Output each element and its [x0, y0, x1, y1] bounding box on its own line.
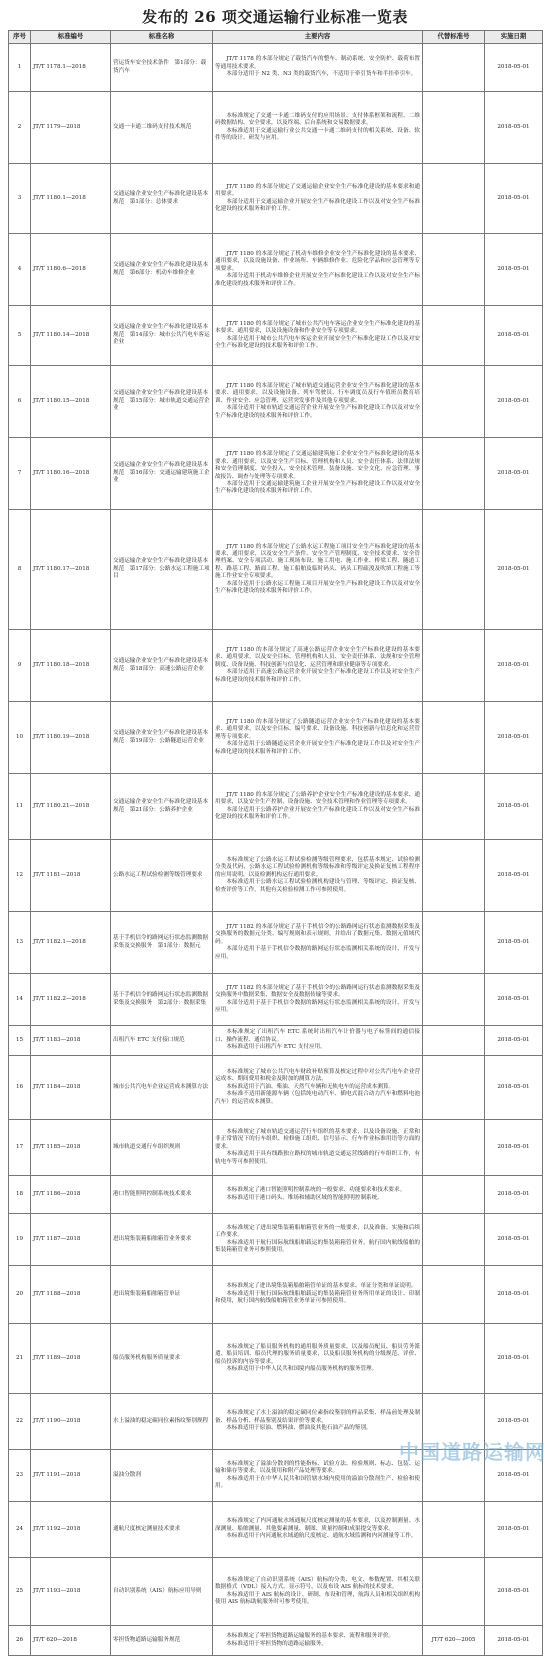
row-standard-number: JT/T 1183—2018 [31, 1026, 111, 1056]
table-row [9, 974, 543, 1026]
row-standard-name: 基于手机信令的路网运行状态监测数据采集及交换服务 第1部分：数据元 [111, 912, 213, 974]
row-main-content [213, 1266, 423, 1324]
row-standard-name: 进出境集装箱船舶箱管业务要求 [111, 1214, 213, 1266]
row-standard-name: 船员服务机构服务质量要求 [111, 1324, 213, 1394]
row-replaced-standard [423, 1266, 485, 1324]
row-effective-date: 2018-05-01 [485, 164, 543, 234]
content-paragraph: 本标准适用于港口码头、堆场和辅助区域的智能照明控制系统。 [226, 1194, 383, 1201]
content-paragraph: 本标准规定了港口智能照明控制系统的一般要求、功能要求和技术要求。 [226, 1187, 406, 1194]
row-seq: 5 [9, 306, 31, 366]
table-row [9, 1056, 543, 1120]
row-standard-number: JT/T 1180.21—2018 [31, 774, 111, 840]
row-standard-number: JT/T 1180.19—2018 [31, 702, 111, 774]
row-seq: 2 [9, 92, 31, 164]
table-row [9, 702, 543, 774]
row-main-content [213, 1558, 423, 1626]
content-paragraph: 本部分适用于交通运输建筑施工企业开展安全生产标准化建设工作以及对安全生产标准化建设的技术服务和评价工作。 [215, 480, 420, 495]
table-row [9, 1176, 543, 1214]
row-seq: 18 [9, 1176, 31, 1214]
row-main-content [213, 1176, 423, 1214]
row-effective-date: 2018-05-01 [485, 1266, 543, 1324]
table-row [9, 366, 543, 438]
row-effective-date: 2018-05-01 [485, 1626, 543, 1656]
row-seq: 22 [9, 1394, 31, 1450]
row-effective-date: 2018-05-01 [485, 630, 543, 702]
row-standard-number: JT/T 1182.1—2018 [31, 912, 111, 974]
row-seq: 13 [9, 912, 31, 974]
content-paragraph: 本标准规定了水上溢油的稳定碳同位素指纹鉴别的样品采集、样品前处理及制备、样品分析、样品鉴别及结果评价等要求。 [215, 1410, 420, 1424]
row-seq: 3 [9, 164, 31, 234]
row-main-content [213, 306, 423, 366]
row-seq: 12 [9, 840, 31, 912]
row-main-content [213, 366, 423, 438]
row-main-content [213, 840, 423, 912]
row-effective-date: 2018-05-01 [485, 1120, 543, 1176]
header-seq: 序号 [9, 31, 31, 44]
table-header-row [9, 31, 543, 44]
row-main-content [213, 1214, 423, 1266]
content-paragraph: 本标准规定了溢油分散剂的性能指标、试验方法、检验规则、标志、包装、运输和储存等要求，以及使用和附产品处理等要求。 [215, 1460, 420, 1475]
row-main-content [213, 510, 423, 630]
content-paragraph: 本标准适用于原油、燃料油、燃油及其他石油产品的鉴别。 [226, 1425, 372, 1432]
row-replaced-standard [423, 44, 485, 92]
content-paragraph: 本标准规定了公路水运工程试验检测等级管理要求，包括基本规定、试验检测分类及代码、公路水运工程试验检测机构等级标准和等级评定及换证复核工程程序的应用说明，以及检测机构运行通用要求。 [215, 856, 420, 878]
content-paragraph: 本标准适用于航行国际航线船舶载运的集装箱箱管业务所用单证的设计、印制和使用，航行国内航线船舶箱管业务单证可参照使用。 [215, 1290, 420, 1305]
row-standard-name: 自动识别系统（AIS）航标应用导则 [111, 1558, 213, 1626]
row-replaced-standard [423, 438, 485, 510]
row-standard-name: 城市公共汽电车企业运营成本测算方法 [111, 1056, 213, 1120]
row-standard-number: JT/T 1180.1—2018 [31, 164, 111, 234]
row-standard-name: 交通一卡通二维码支付技术规范 [111, 92, 213, 164]
row-effective-date: 2018-05-01 [485, 702, 543, 774]
row-seq: 10 [9, 702, 31, 774]
content-paragraph: 本标准适用于具有线路独立路权的城市轨道交通运营线路的行车组织工作，有轨电车等可参照使用。 [215, 1151, 420, 1165]
row-seq: 14 [9, 974, 31, 1026]
content-paragraph: JT/T 1182 的本部分规定了基于手机信令的公路路网运行状态监测数据采集及交换服务中数据采集、数据安全及数据传输等要求。 [215, 984, 420, 999]
row-seq: 15 [9, 1026, 31, 1056]
row-replaced-standard [423, 1176, 485, 1214]
content-paragraph: 本部分适用于基于手机信令数据的路网运行状态监测相关系统的设计、开发与应用。 [215, 999, 420, 1013]
row-seq: 21 [9, 1324, 31, 1394]
content-paragraph: JT/T 1180 的本部分规定了城市公共汽电车客运企业安全生产标准化建设的基本要求、通用要求，以及设施设备和作业安全等专项要求。 [215, 320, 420, 335]
row-standard-name: 营运货车安全技术条件 第1部分：载货汽车 [111, 44, 213, 92]
row-standard-number: JT/T 1188—2018 [31, 1266, 111, 1324]
row-replaced-standard [423, 974, 485, 1026]
row-standard-number: JT/T 1186—2018 [31, 1176, 111, 1214]
content-paragraph: 本标准适用于出租汽车 ETC 支付应用。 [226, 1044, 326, 1051]
content-paragraph: 本标准适用于航行国际航线船舶载运的集装箱箱管业务，航行国内航线船舶的集装箱箱管业务可参照使用。 [215, 1239, 420, 1253]
row-effective-date: 2018-05-01 [485, 92, 543, 164]
content-paragraph: 本标准规定了进出境集装箱船舶箱管业务的一般要求，以及准备、实施和后续工作要求。 [215, 1224, 420, 1239]
row-effective-date: 2018-05-01 [485, 974, 543, 1026]
table-row [9, 510, 543, 630]
row-main-content [213, 702, 423, 774]
row-seq: 25 [9, 1558, 31, 1626]
row-standard-number: JT/T 1193—2018 [31, 1558, 111, 1626]
row-main-content [213, 974, 423, 1026]
row-standard-name: 出租汽车 ETC 支付接口规范 [111, 1026, 213, 1056]
content-paragraph: 本标准规定了零担货物道路运输服务的基本要求、流程和服务评价。 [226, 1633, 395, 1640]
content-paragraph: 本部分适用于公路隧道运营企业开展安全生产标准化建设工作以及对安全生产标准化建设的技术服务和评价工作。 [215, 741, 420, 755]
row-replaced-standard [423, 840, 485, 912]
content-paragraph: JT/T 1180 的本部分规定了高速公路运营企业安全生产标准化建设的基本要求、通用要求，以及安全目标、管理机构和人员、安全责任体系、法规和安全管理制度、设备设施、科技创新与信息化、运营管理和职业健康等专项要求。 [215, 646, 420, 668]
row-standard-name: 交通运输企业安全生产标准化建设基本规范 第15部分：城市轨道交通运营企业 [111, 366, 213, 438]
row-standard-number: JT/T 1181—2018 [31, 840, 111, 912]
row-seq: 8 [9, 510, 31, 630]
row-replaced-standard [423, 912, 485, 974]
table-row [9, 1026, 543, 1056]
row-effective-date: 2018-05-01 [485, 774, 543, 840]
row-replaced-standard [423, 510, 485, 630]
content-paragraph: 本标准规定了城市公共汽电车财政补贴预算及核定过程中对公共汽电车企业营运成本、期间费用和税金及附加的测算方法。 [215, 1068, 420, 1083]
row-seq: 16 [9, 1056, 31, 1120]
row-effective-date: 2018-05-01 [485, 1450, 543, 1502]
content-paragraph: 本部分适用于高速公路运营企业开展安全生产标准化建设工作以及对安全生产标准化建设的技术服务和评价工作。 [215, 669, 420, 683]
table-row [9, 1120, 543, 1176]
content-paragraph: JT/T 1180 的本部分规定了城市轨道交通运营企业安全生产标准化建设的基本要求、通用要求，以及设施设备、列车驾驶员、行车调度员及行车值班员教育培训、作业安全、应急管理、运营突发事件及其他专项要求。 [215, 382, 420, 404]
row-main-content [213, 92, 423, 164]
row-effective-date: 2018-05-01 [485, 1394, 543, 1450]
row-standard-number: JT/T 1180.18—2018 [31, 630, 111, 702]
row-standard-number: JT/T 1180.15—2018 [31, 366, 111, 438]
row-replaced-standard [423, 702, 485, 774]
content-paragraph: 本部分适用于公路养护企业开展安全生产标准化建设工作以及对安全生产标准化建设的技术服务和评价工作。 [215, 806, 420, 820]
row-standard-name: 零担货物道路运输服务规范 [111, 1626, 213, 1656]
content-paragraph: 本部分适用于城市公共汽电车客运企业开展安全生产标准化建设工作以及对安全生产标准化建设的技术服务和评价工作。 [215, 335, 420, 349]
row-standard-name: 港口智能照明控制系统技术要求 [111, 1176, 213, 1214]
row-replaced-standard [423, 1324, 485, 1394]
row-standard-name: 进出境集装箱船舶箱管单证 [111, 1266, 213, 1324]
table-row [9, 1214, 543, 1266]
row-standard-number: JT/T 1187—2018 [31, 1214, 111, 1266]
content-paragraph: JT/T 1182 的本部分规定了基于手机信令的公路路网运行状态监测数据采集及交换服务的数据元分类、编写规则和表示规则，并给出了数据元集、数据元值域代码。 [215, 923, 420, 945]
row-effective-date: 2018-05-01 [485, 510, 543, 630]
content-paragraph: JT/T 1180 的本部分规定了公路养护企业安全生产标准化建设的基本要求、通用要求，以及安全生产控制、设备设施、安全技术管理和作业管理等专项要求。 [215, 791, 420, 806]
row-standard-number: JT/T 1192—2018 [31, 1502, 111, 1558]
standards-table [8, 30, 543, 1656]
table-row [9, 1626, 543, 1656]
content-paragraph: 本部分适用于城市轨道交通运营企业开展安全生产标准化建设工作以及对安全生产标准化建设的技术服务和评价工作。 [215, 405, 420, 419]
row-standard-number: JT/T 1190—2018 [31, 1394, 111, 1450]
row-replaced-standard [423, 366, 485, 438]
row-main-content [213, 912, 423, 974]
row-replaced-standard [423, 1558, 485, 1626]
row-standard-name: 交通运输企业安全生产标准化建设基本规范 第19部分：公路隧道运营企业 [111, 702, 213, 774]
header-replaced: 代替标准号 [423, 31, 485, 44]
table-row [9, 306, 543, 366]
row-standard-name: 交通运输企业安全生产标准化建设基本规范 第16部分：交通运输建筑施工企业 [111, 438, 213, 510]
table-row [9, 840, 543, 912]
row-effective-date: 2018-05-01 [485, 912, 543, 974]
table-row [9, 630, 543, 702]
row-replaced-standard [423, 164, 485, 234]
row-main-content [213, 1026, 423, 1056]
content-paragraph: 本标准适用于零担货物的道路运输服务。 [226, 1640, 327, 1647]
row-effective-date: 2018-05-01 [485, 1176, 543, 1214]
row-main-content [213, 774, 423, 840]
row-standard-number: JT/T 1180.14—2018 [31, 306, 111, 366]
row-standard-name: 交通运输企业安全生产标准化建设基本规范 第17部分：公路水运工程施工项目 [111, 510, 213, 630]
row-standard-name: 公路水运工程试验检测等级管理要求 [111, 840, 213, 912]
table-row [9, 164, 543, 234]
row-replaced-standard [423, 1056, 485, 1120]
row-seq: 17 [9, 1120, 31, 1176]
row-effective-date: 2018-05-01 [485, 1056, 543, 1120]
row-standard-name: 交通运输企业安全生产标准化建设基本规范 第18部分：高速公路运营企业 [111, 630, 213, 702]
row-replaced-standard [423, 1120, 485, 1176]
row-effective-date: 2018-05-01 [485, 438, 543, 510]
header-date: 实施日期 [485, 31, 543, 44]
table-row [9, 44, 543, 92]
table-row [9, 1266, 543, 1324]
row-standard-name: 交通运输企业安全生产标准化建设基本规范 第6部分：机动车维修企业 [111, 234, 213, 306]
row-main-content [213, 1056, 423, 1120]
row-main-content [213, 44, 423, 92]
header-content: 主要内容 [213, 31, 423, 44]
row-seq: 26 [9, 1626, 31, 1656]
row-standard-number: JT/T 620—2018 [31, 1626, 111, 1656]
row-standard-number: JT/T 1191—2018 [31, 1450, 111, 1502]
row-standard-name: 城市轨道交通行车组织规则 [111, 1120, 213, 1176]
row-standard-number: JT/T 1189—2018 [31, 1324, 111, 1394]
row-replaced-standard [423, 92, 485, 164]
row-replaced-standard: JT/T 620—2005 [423, 1626, 485, 1656]
row-standard-number: JT/T 1184—2018 [31, 1056, 111, 1120]
row-main-content [213, 630, 423, 702]
row-replaced-standard [423, 234, 485, 306]
row-standard-number: JT/T 1179—2018 [31, 92, 111, 164]
table-row [9, 1502, 543, 1558]
table-row [9, 234, 543, 306]
row-main-content [213, 1120, 423, 1176]
row-replaced-standard [423, 1214, 485, 1266]
row-standard-name: 基于手机信令的路网运行状态监测数据采集及交换服务 第2部分：数据采集 [111, 974, 213, 1026]
content-paragraph: 本部分适用于公路水运工程施工项目开展安全生产标准化建设工作以及对安全生产标准化建设的技术服务和评价工作。 [215, 580, 420, 595]
row-standard-number: JT/T 1185—2018 [31, 1120, 111, 1176]
content-paragraph: 本标准适用于汽油、柴油、天然气车辆和无轨电车的运营成本测算。 [226, 1083, 395, 1090]
row-standard-name: 通航尺度核定测量技术要求 [111, 1502, 213, 1558]
row-main-content [213, 1450, 423, 1502]
row-main-content [213, 1626, 423, 1656]
row-standard-number: JT/T 1178.1—2018 [31, 44, 111, 92]
table-row [9, 1324, 543, 1394]
table-row [9, 774, 543, 840]
header-number: 标准编号 [31, 31, 111, 44]
row-seq: 7 [9, 438, 31, 510]
row-standard-number: JT/T 1182.2—2018 [31, 974, 111, 1026]
row-effective-date: 2018-05-01 [485, 234, 543, 306]
row-replaced-standard [423, 630, 485, 702]
content-paragraph: 本标准规定了自动识别系统（AIS）航标的分类、电文、参数配置、其相关联数据格式（VDL）接入方式、显示符号，以及布设 AIS 航标的技术要求。 [215, 1576, 420, 1591]
table-row [9, 1558, 543, 1626]
content-paragraph: 本标准规定了城市轨道交通运营行车组织的基本要求，以及设备设施、正常和非正常情况下的行车组织、检修施工组织、信号显示、行车作业标准用语等方面的要求。 [215, 1128, 420, 1150]
row-main-content [213, 1324, 423, 1394]
row-effective-date: 2018-05-01 [485, 1558, 543, 1626]
content-paragraph: 本标准规定了出租汽车 ETC 系统时出租汽车计价器与电子标签间的通信接口、操作流程、通信协议。 [215, 1029, 420, 1043]
content-paragraph: 本标准适用于中华人民共和国境内船员服务机构的服务管理。 [226, 1365, 378, 1372]
row-standard-name: 交通运输企业安全生产标准化建设基本规范 第1部分：总体要求 [111, 164, 213, 234]
row-effective-date: 2018-05-01 [485, 1502, 543, 1558]
row-seq: 1 [9, 44, 31, 92]
row-seq: 9 [9, 630, 31, 702]
row-effective-date: 2018-05-01 [485, 1026, 543, 1056]
content-paragraph: 本标准规定了交通一卡通二维码支付的应用场景、支付体系框架和流程、二维码数据结构、安全要求，以及终端、后台系统和交易数据要求。 [215, 112, 420, 127]
row-effective-date: 2018-05-01 [485, 306, 543, 366]
row-seq: 24 [9, 1502, 31, 1558]
row-standard-name: 水上溢油的稳定碳同位素指纹鉴别规程 [111, 1394, 213, 1450]
row-replaced-standard [423, 1026, 485, 1056]
content-paragraph: 本部分适用于基于手机信令数据的路网运行状态监测相关系统的设计、开发与应用。 [215, 946, 420, 960]
row-main-content [213, 164, 423, 234]
row-standard-number: JT/T 1180.6—2018 [31, 234, 111, 306]
row-main-content [213, 438, 423, 510]
row-effective-date: 2018-05-01 [485, 44, 543, 92]
content-paragraph: 本标准规定了内河通航水域通航尺度核定测量的基本要求，以及控制测量、水深测量、船舶测量、其他要素测量、制图、质量控制和成果提交等要求。 [215, 1518, 420, 1532]
row-seq: 4 [9, 234, 31, 306]
content-paragraph: JT/T 1180 的本部分规定了公路水运工程施工项目安全生产标准化建设的基本要求、通用要求，以及安全生产条件、安全生产管理制度、安全技术要求、安全管理档案、安全专项活动、施工现场布设、施工用电、施工作业、桥梁工程、隧道工程、路基工程、路面工程、施工船舶及临时码头、码头工程疏浚及吹填工程施工等施工作业安全专项要求。 [215, 543, 420, 580]
content-paragraph: JT/T 1180 的本部分规定了公路隧道运营企业安全生产标准化建设的基本要求、通用要求，以及安全目标、编号要求、设备设施、科技创新与信息化和运营管理等专项要求。 [215, 718, 420, 740]
content-paragraph: JT/T 1180 的本部分规定了交通运输企业安全生产标准化建设的基本要求和通用要求。 [215, 183, 420, 198]
row-seq: 23 [9, 1450, 31, 1502]
row-effective-date: 2018-05-01 [485, 840, 543, 912]
row-seq: 19 [9, 1214, 31, 1266]
content-paragraph: 本标准适用于内河通航水域通航尺度核定、通航水域监测和内河测量等工作。 [226, 1533, 417, 1540]
content-paragraph: 本标准适用于交通运输行业公共交通一卡通二维码支付的相关系统、设备、软件等的设计、研发与应用。 [215, 127, 420, 141]
content-paragraph: 本标准规定了进出境集装箱船舶箱管单证的基本要求、单证分类和单证说明。 [226, 1283, 417, 1290]
content-paragraph: JT/T 1178 的本部分规定了载货汽车的整车、制动系统、安全防护、载荷布置等通用技术要求。 [215, 56, 420, 70]
content-paragraph: 本标准适用于 AIS 航标的设计、研制、布设和管理，航海人员和相关组织机构使用 AIS 航标助航服务时可参考使用。 [215, 1591, 420, 1605]
row-seq: 20 [9, 1266, 31, 1324]
row-effective-date: 2018-05-01 [485, 1324, 543, 1394]
row-main-content [213, 234, 423, 306]
row-standard-name: 溢油分散剂 [111, 1450, 213, 1502]
table-row [9, 438, 543, 510]
table-row [9, 912, 543, 974]
row-main-content [213, 1394, 423, 1450]
table-row [9, 92, 543, 164]
content-paragraph: 本标准规定了船员服务机构的通用服务质量要求，以及船员配员、船员劳务派遣、船员培训、船员代理的服务质量要求，以及船员服务机构的分级规范、评价、船员投诉的内容等要求。 [215, 1343, 420, 1365]
content-paragraph: 本标准适用于在中华人民共和国管辖水域内使用的溢油分散剂生产、检验和使用。 [215, 1475, 420, 1489]
row-replaced-standard [423, 1502, 485, 1558]
content-paragraph: 本标准适用于公路水运工程试验检测机构建设与管理、等级评定、换证复核、检查评价等工作，其他有关检验检测工作可参照使用。 [215, 879, 420, 893]
content-paragraph: 本标准不适用新能源车辆（包括纯电动汽车、插电式混合动力汽车和燃料电池汽车）的运营成本测算。 [215, 1091, 420, 1105]
content-paragraph: 本部分适用于机动车维修企业开展安全生产标准化建设工作以及对安全生产标准化建设的技术服务和评价工作。 [215, 273, 420, 287]
content-paragraph: 本部分适用于 N2 类、N3 类的载货汽车，不适用于牵引货车和半挂牵引车。 [226, 71, 417, 78]
content-paragraph: JT/T 1180 的本部分规定了交通运输建筑施工企业安全生产标准化建设的基本要求、通用要求，以及安全生产目标、管理机构和人员、安全责任体系、法律法规和安全管理制度、安全投入、安全技术管理、装备设施、安全文化、应急管理、事故报告、调查与处理等专项要求。 [215, 451, 420, 480]
row-standard-number: JT/T 1180.17—2018 [31, 510, 111, 630]
row-standard-name: 交通运输企业安全生产标准化建设基本规范 第14部分：城市公共汽电车客运企业 [111, 306, 213, 366]
row-replaced-standard [423, 306, 485, 366]
content-paragraph: JT/T 1180 的本部分规定了机动车维修企业安全生产标准化建设的基本要求、通用要求，以及设施设备、作业场所、车辆维修作业、危险化学品和应急管理等专项要求。 [215, 250, 420, 272]
content-paragraph: 本部分适用于交通运输企业开展安全生产标准化建设工作以及对安全生产标准化建设的技术服务和评价工作。 [215, 198, 420, 212]
document-title: 发布的 26 项交通运输行业标准一览表 [142, 8, 408, 26]
header-name: 标准名称 [111, 31, 213, 44]
table-body [9, 44, 543, 1656]
row-seq: 11 [9, 774, 31, 840]
row-standard-number: JT/T 1180.16—2018 [31, 438, 111, 510]
row-main-content [213, 1502, 423, 1558]
row-replaced-standard [423, 774, 485, 840]
site-watermark: 中国道路运输网 [399, 1440, 546, 1464]
row-standard-name: 交通运输企业安全生产标准化建设基本规范 第21部分：公路养护企业 [111, 774, 213, 840]
row-seq: 6 [9, 366, 31, 438]
row-effective-date: 2018-05-01 [485, 366, 543, 438]
row-effective-date: 2018-05-01 [485, 1214, 543, 1266]
